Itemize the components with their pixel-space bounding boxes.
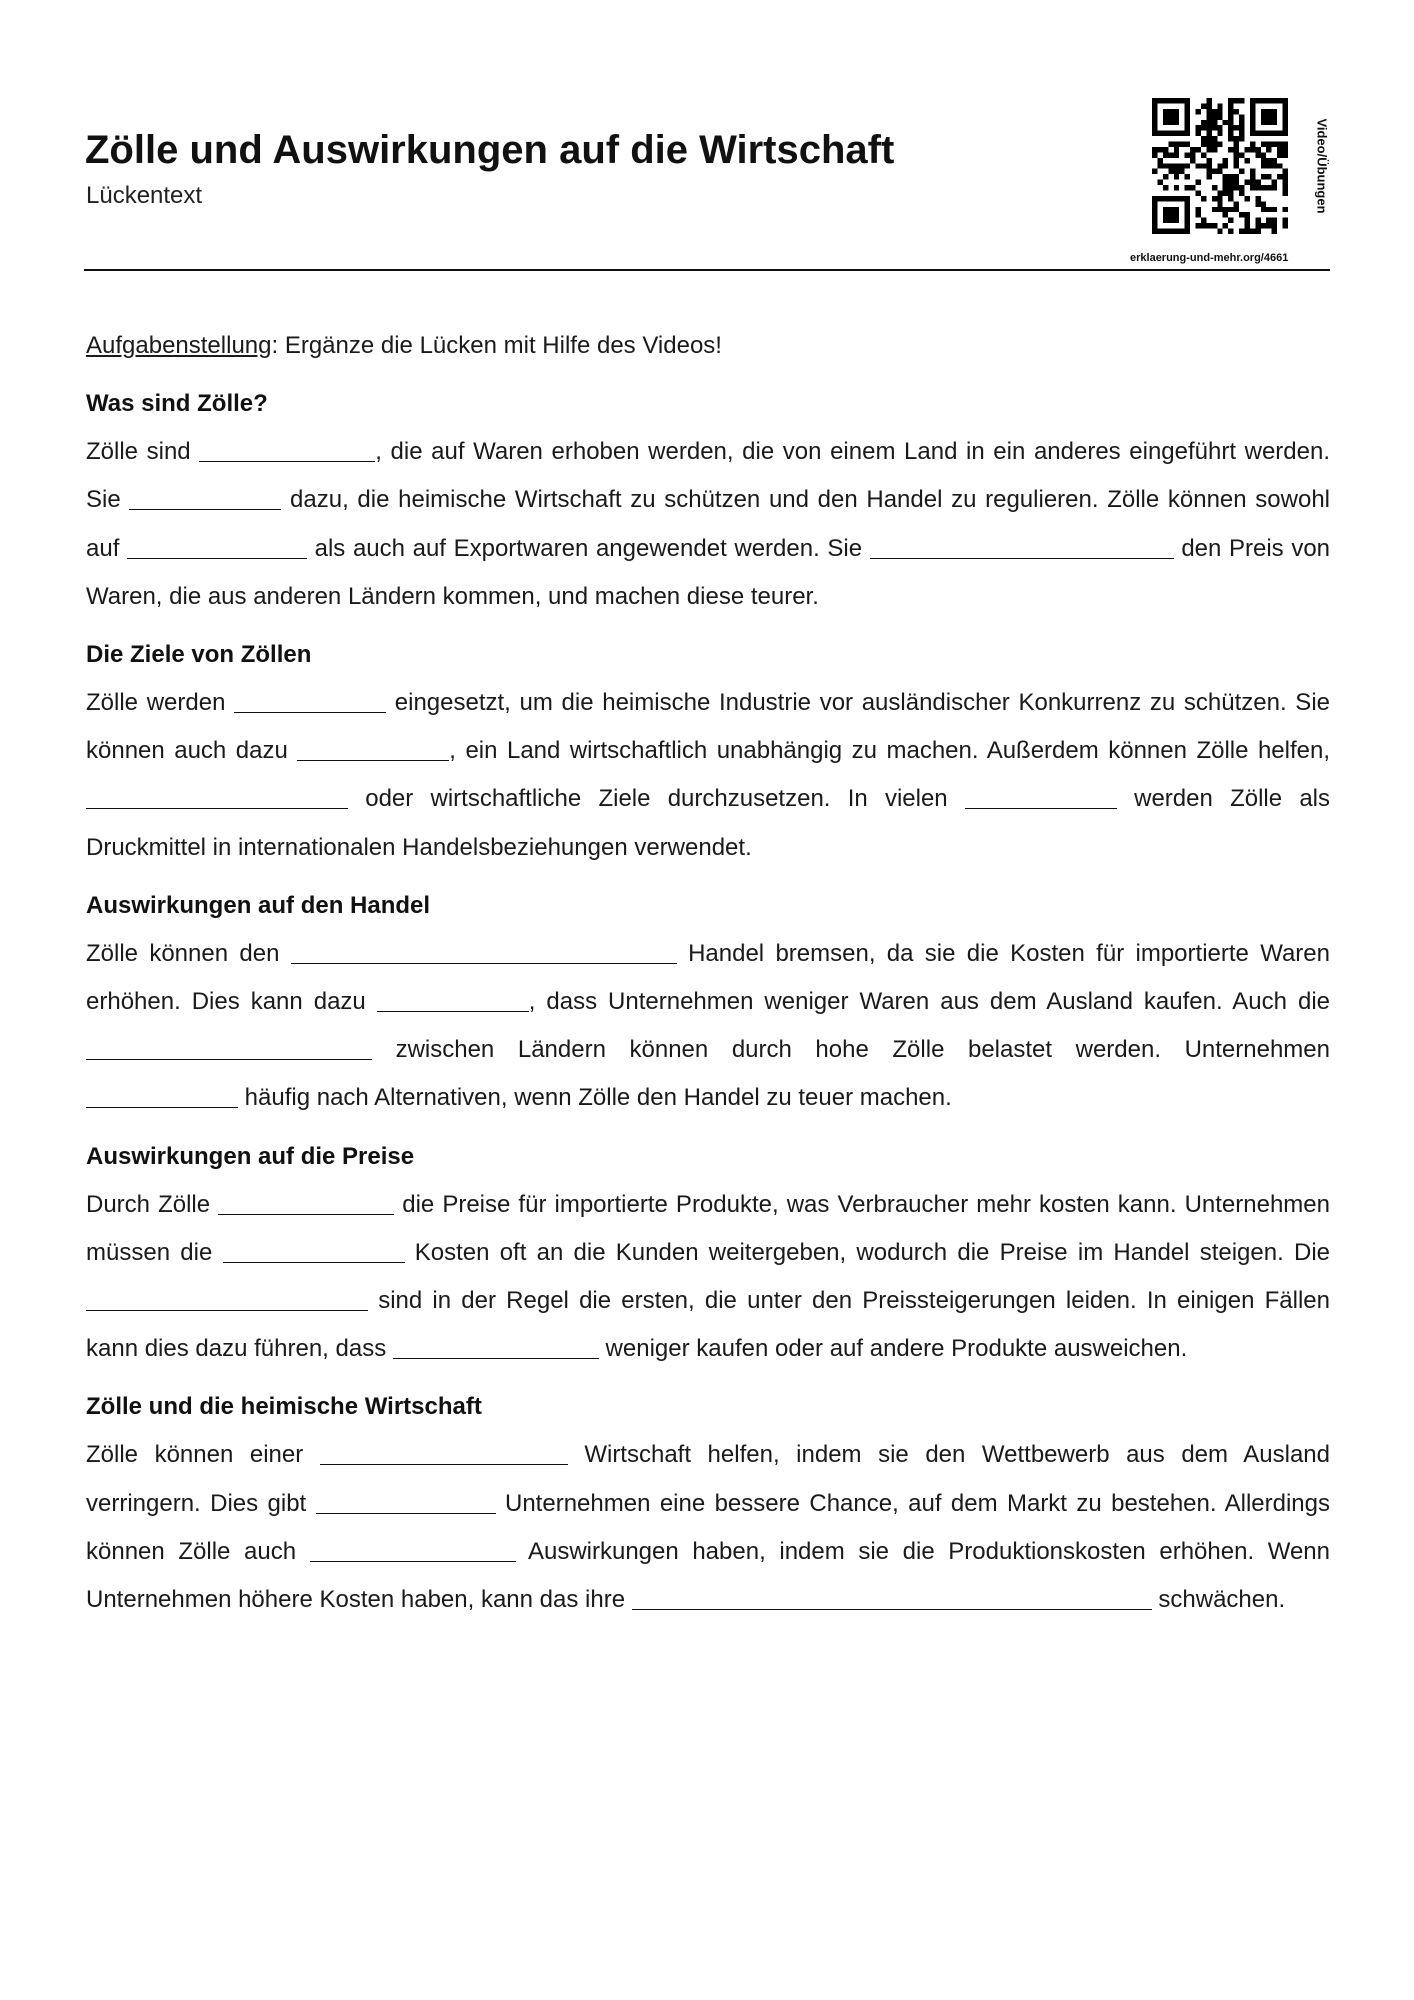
- text-segment: häufig nach Alternativen, wenn Zölle den Handel zu teuer machen.: [238, 1084, 952, 1112]
- section-heading-handel: Auswirkungen auf den Handel: [86, 891, 431, 919]
- qr-url: erklaerung-und-mehr.org/4661: [1130, 252, 1289, 264]
- section-heading-preise: Auswirkungen auf die Preise: [86, 1142, 415, 1170]
- fill-in-blank[interactable]: [129, 485, 281, 510]
- task-text: : Ergänze die Lücken mit Hilfe des Videos!: [271, 332, 722, 359]
- worksheet-body: [86, 322, 1330, 1632]
- text-segment: Auswirkungen haben, indem sie die Produktionskosten erhöhen. Wenn Unternehmen höhere Kosten haben, kann das ihre: [86, 1537, 1330, 1614]
- section-text-preise: [86, 1181, 1330, 1374]
- worksheet-title: Zölle und Auswirkungen auf die Wirtschaft: [85, 128, 895, 172]
- section-heading-ziele: Die Ziele von Zöllen: [86, 641, 312, 669]
- text-segment: oder wirtschaftliche Ziele durchzusetzen. In vielen: [348, 785, 965, 813]
- fill-in-blank[interactable]: [320, 1440, 568, 1465]
- text-segment: schwächen.: [1151, 1586, 1286, 1614]
- fill-in-blank[interactable]: [234, 688, 386, 713]
- text-segment: Unternehmen eine bessere Chance, auf dem Markt zu bestehen. Allerdings können Zölle auch: [86, 1489, 1330, 1565]
- worksheet-subtitle: Lückentext: [86, 182, 203, 209]
- fill-in-blank[interactable]: [86, 1083, 238, 1108]
- text-segment: Zölle können den: [86, 939, 291, 967]
- fill-in-blank[interactable]: [127, 534, 307, 559]
- section-heading-was-sind-zoelle: Was sind Zölle?: [86, 390, 268, 418]
- section-text-ziele: [86, 679, 1330, 872]
- qr-code-icon: [1152, 98, 1288, 234]
- text-segment: die Preise für importierte Produkte, was Verbraucher mehr kosten kann. Unternehmen müssen die: [86, 1190, 1330, 1266]
- text-segment: zwischen Ländern können durch hohe Zölle belastet werden. Unternehmen: [372, 1036, 1330, 1064]
- text-segment: Handel bremsen, da sie die Kosten für importierte Waren erhöhen. Dies kann dazu: [86, 939, 1330, 1016]
- fill-in-blank[interactable]: [393, 1334, 599, 1359]
- fill-in-blank[interactable]: [377, 987, 529, 1012]
- text-segment: , die auf Waren erhoben werden, die von einem Land in ein anderes eingeführt werden. Sie: [86, 438, 1330, 514]
- fill-in-blank[interactable]: [86, 784, 348, 809]
- fill-in-blank[interactable]: [870, 534, 1174, 559]
- text-segment: , dass Unternehmen weniger Waren aus dem Ausland kaufen. Auch die: [528, 988, 1330, 1016]
- fill-in-blank[interactable]: [291, 939, 677, 964]
- fill-in-blank[interactable]: [316, 1489, 496, 1514]
- text-segment: dazu, die heimische Wirtschaft zu schützen und den Handel zu regulieren. Zölle können sowohl auf: [86, 486, 1331, 562]
- text-segment: , ein Land wirtschaftlich unabhängig zu machen. Außerdem können Zölle helfen,: [449, 737, 1331, 765]
- section-text-handel: [86, 930, 1330, 1123]
- section-text-heimische-wirtschaft: [86, 1431, 1330, 1624]
- fill-in-blank[interactable]: [218, 1190, 394, 1215]
- task-instruction: [86, 322, 1330, 370]
- fill-in-blank[interactable]: [297, 736, 449, 761]
- fill-in-blank[interactable]: [86, 1286, 368, 1311]
- text-segment: weniger kaufen oder auf andere Produkte ausweichen.: [598, 1335, 1188, 1363]
- fill-in-blank[interactable]: [86, 1035, 372, 1060]
- text-segment: den Preis von Waren, die aus anderen Ländern kommen, und machen diese teurer.: [86, 534, 1331, 610]
- section-heading-heimische-wirtschaft: Zölle und die heimische Wirtschaft: [86, 1393, 482, 1421]
- fill-in-blank[interactable]: [199, 437, 375, 462]
- text-segment: sind in der Regel die ersten, die unter den Preissteigerungen leiden. In einigen Fällen kann dies dazu führen, dass: [86, 1287, 1330, 1363]
- text-segment: Kosten oft an die Kunden weitergeben, wodurch die Preise im Handel steigen. Die: [404, 1238, 1331, 1266]
- text-segment: Durch Zölle: [86, 1190, 219, 1218]
- text-segment: werden Zölle als Druckmittel in internationalen Handelsbeziehungen verwendet.: [86, 785, 1331, 861]
- fill-in-blank[interactable]: [310, 1537, 516, 1562]
- fill-in-blank[interactable]: [223, 1238, 405, 1263]
- header-divider: [84, 269, 1330, 271]
- text-segment: Zölle sind: [86, 438, 200, 466]
- fill-in-blank[interactable]: [965, 784, 1117, 809]
- task-label: Aufgabenstellung: [86, 332, 272, 359]
- fill-in-blank[interactable]: [632, 1585, 1152, 1610]
- text-segment: Zölle werden: [86, 689, 235, 717]
- section-text-was-sind-zoelle: [86, 428, 1330, 621]
- text-segment: eingesetzt, um die heimische Industrie vor ausländischer Konkurrenz zu schützen. Sie können auch dazu: [86, 689, 1330, 765]
- qr-side-label: Video/Übungen: [1314, 118, 1330, 214]
- text-segment: als auch auf Exportwaren angewendet werden. Sie: [307, 534, 870, 562]
- text-segment: Zölle können einer: [86, 1441, 320, 1469]
- text-segment: Wirtschaft helfen, indem sie den Wettbewerb aus dem Ausland verringern. Dies gibt: [86, 1441, 1330, 1517]
